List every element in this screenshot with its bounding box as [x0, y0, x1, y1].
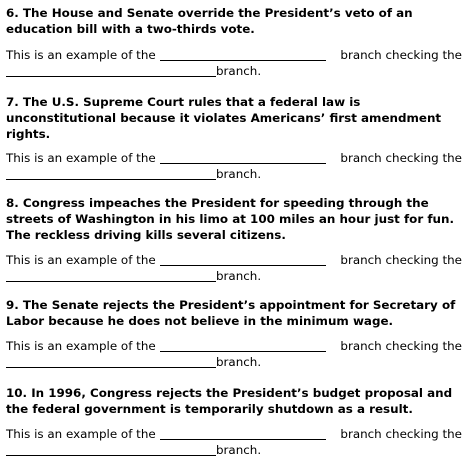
answer-8-mid: branch checking the — [340, 253, 462, 267]
question-7-prompt: 7. The U.S. Supreme Court rules that a federal law is unconstitutional because it violates Americans’ first amendment rights. — [6, 95, 442, 141]
answer-7-blank-2[interactable] — [6, 167, 216, 180]
answer-10-lead: This is an example of the — [6, 427, 156, 441]
answer-6-end: branch. — [216, 64, 262, 78]
question-6-prompt: 6. The House and Senate override the President’s veto of an education bill with a two-thirds vote. — [6, 6, 413, 36]
answer-10-line-2 — [6, 442, 462, 458]
answer-10-blank-1[interactable] — [160, 427, 326, 440]
answer-7-line-1 — [6, 150, 462, 166]
answer-10-blank-2[interactable] — [6, 443, 216, 456]
question-8 — [6, 195, 462, 243]
answer-6-blank-2[interactable] — [6, 64, 216, 77]
answer-7-line-2 — [6, 166, 462, 182]
answer-8-blank-1[interactable] — [160, 253, 326, 266]
answer-8-line-1 — [6, 252, 462, 268]
question-9-prompt: 9. The Senate rejects the President’s appointment for Secretary of Labor because he does not believe in the minimum wage. — [6, 298, 456, 328]
answer-6-line-1 — [6, 47, 462, 63]
question-7 — [6, 94, 462, 142]
question-10-prompt: 10. In 1996, Congress rejects the President’s budget proposal and the federal government is temporarily shutdown as a result. — [6, 386, 453, 416]
answer-9-blank-2[interactable] — [6, 355, 216, 368]
answer-9-line-1 — [6, 338, 462, 354]
answer-6-blank-1[interactable] — [160, 48, 326, 61]
answer-9-lead: This is an example of the — [6, 339, 156, 353]
question-9 — [6, 297, 462, 329]
question-6 — [6, 5, 426, 37]
question-10 — [6, 385, 462, 417]
answer-6-line-2 — [6, 63, 462, 79]
answer-6-lead: This is an example of the — [6, 48, 156, 62]
answer-9-blank-1[interactable] — [160, 339, 326, 352]
answer-9-mid: branch checking the — [340, 339, 462, 353]
answer-6-mid: branch checking the — [340, 48, 462, 62]
answer-7-lead: This is an example of the — [6, 151, 156, 165]
answer-7-blank-1[interactable] — [160, 151, 326, 164]
answer-9-line-2 — [6, 354, 462, 370]
answer-7-end: branch. — [216, 167, 262, 181]
answer-10-mid: branch checking the — [340, 427, 462, 441]
answer-8-end: branch. — [216, 269, 262, 283]
answer-6 — [6, 47, 462, 79]
answer-8 — [6, 252, 462, 284]
answer-10 — [6, 426, 462, 458]
answer-8-lead: This is an example of the — [6, 253, 156, 267]
answer-9 — [6, 338, 462, 370]
answer-10-line-1 — [6, 426, 462, 442]
answer-7 — [6, 150, 462, 182]
answer-8-line-2 — [6, 268, 462, 284]
answer-10-end: branch. — [216, 443, 262, 457]
answer-9-end: branch. — [216, 355, 262, 369]
question-8-prompt: 8. Congress impeaches the President for speeding through the streets of Washington in his limo at 100 miles an hour just for fun. The reckless driving kills several citizens. — [6, 196, 454, 242]
answer-7-mid: branch checking the — [340, 151, 462, 165]
answer-8-blank-2[interactable] — [6, 269, 216, 282]
